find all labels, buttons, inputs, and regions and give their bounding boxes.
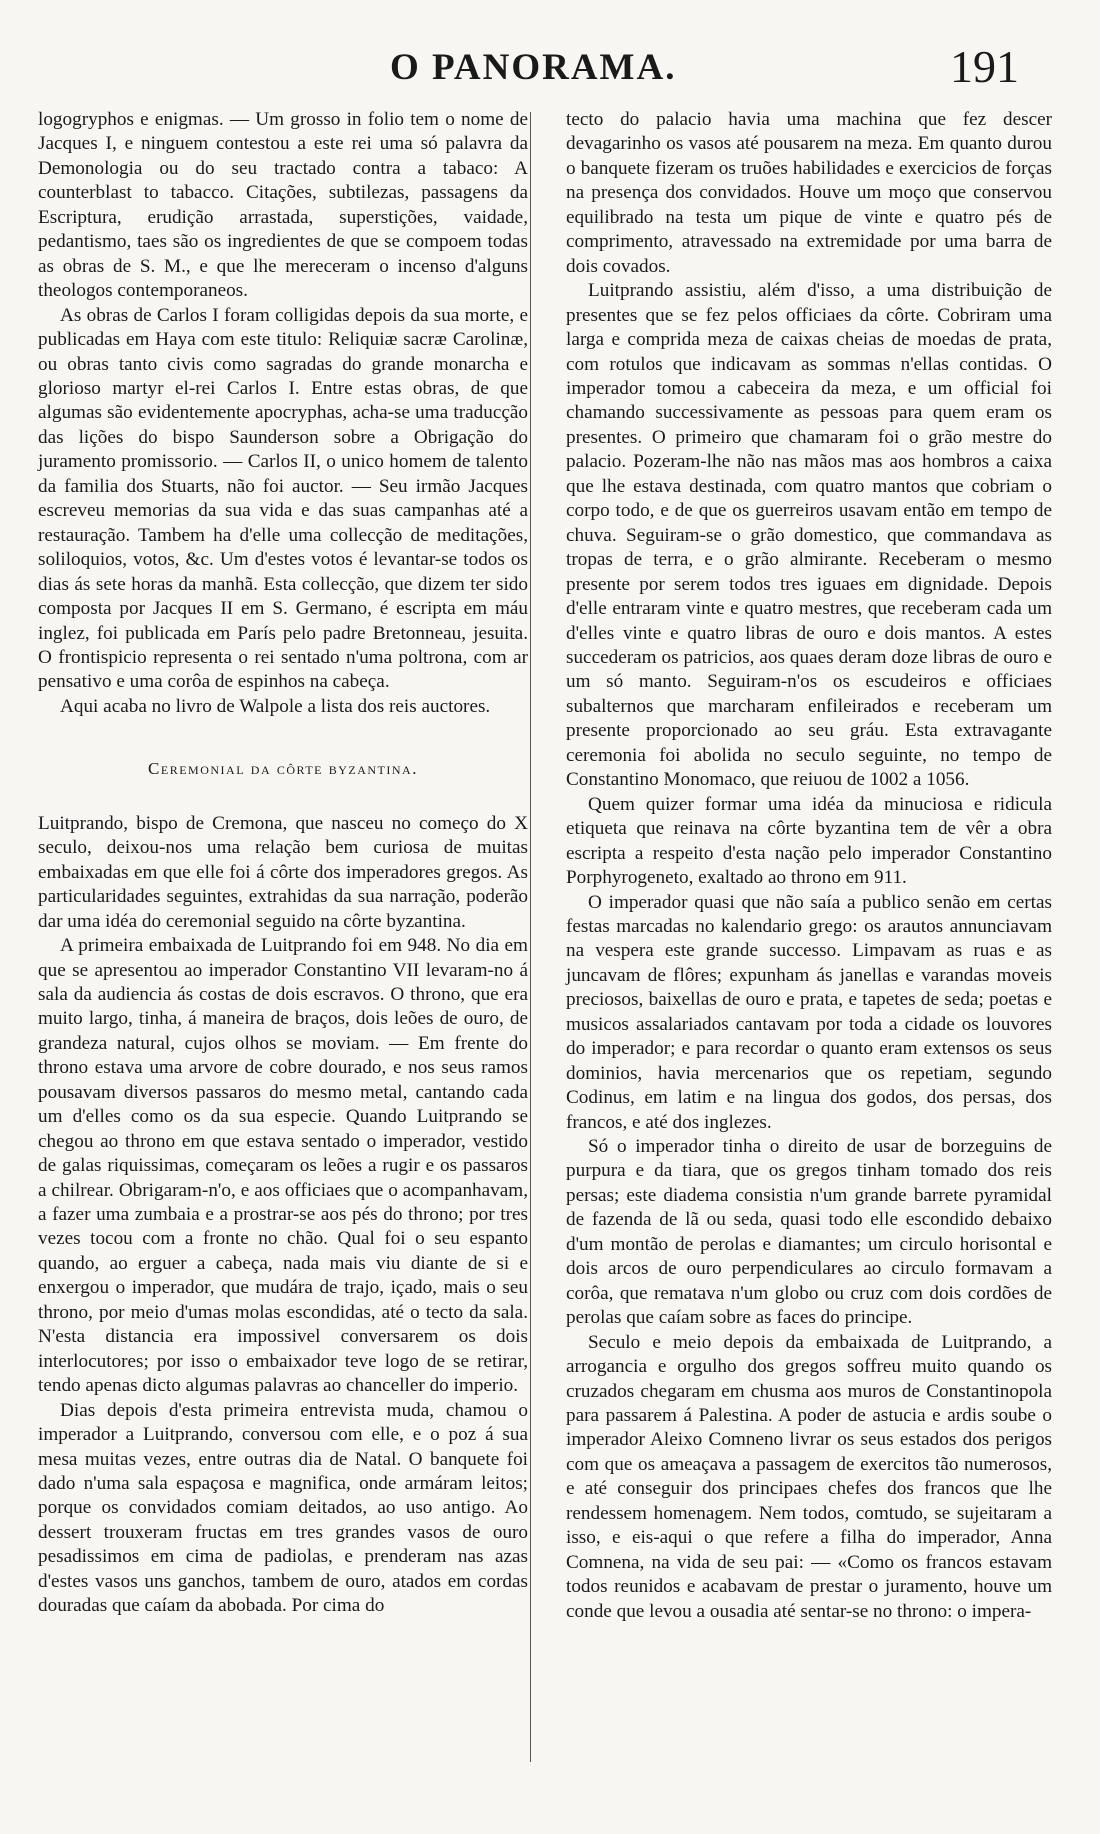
column-divider bbox=[530, 112, 531, 1762]
left-column bbox=[38, 108, 528, 1619]
section-heading: Ceremonial da côrte byzantina. bbox=[148, 759, 418, 779]
page-header bbox=[0, 40, 1100, 100]
paragraph: As obras de Carlos I foram colligidas depois da sua morte, e publicadas em Haya com este titulo: Reliquiæ sacræ Carolinæ, ou obras tanto civis como sagradas do grande monarcha e glorioso martyr el-rei Carlos I. Entre estas obras, de que algumas são evidentemente apocryphas, acha-se uma traducção das lições do bispo Saunderson sobre a Obrigação do juramento promissorio. — Carlos II, o unico homem de talento da familia dos Stuarts, não foi auctor. — Seu irmão Jacques escreveu memorias da sua vida e das suas campanhas até a restauração. Tambem ha d'elle uma collecção de meditações, soliloquios, votos, &c. Um d'estes votos é levantar-se todos os dias ás sete horas da manhã. Esta collecção, que dizem ter sido composta por Jacques II em S. Germano, é escripta em máu inglez, foi publicada em París pelo padre Bretonneau, jesuita. O frontispicio representa o rei sentado n'uma poltrona, com ar pensativo e uma corôa de espinhos na cabeça. bbox=[38, 304, 528, 693]
paragraph: logogryphos e enigmas. — Um grosso in folio tem o nome de Jacques I, e ninguem contestou a este rei uma só palavra da Demonologia ou do seu tractado contra a tabaco: A counterblast to tabacco. Citações, subtilezas, passagens da Escriptura, erudição arrastada, superstições, vaidade, pedantismo, taes são os ingredientes de que se compoem todas as obras de S. M., e que lhe mereceram o incenso d'alguns theologos contemporaneos. bbox=[38, 109, 528, 302]
page-title: O PANORAMA. bbox=[390, 47, 677, 88]
paragraph: Dias depois d'esta primeira entrevista muda, chamou o imperador a Luitprando, conversou com elle, e o poz á sua mesa muitas vezes, entre outras dia de Natal. O banquete foi dado n'uma sala espaçosa e magnifica, onde armáram leitos; porque os convidados comiam deitados, ao uso antigo. Ao dessert trouxeram fructas em tres grandes vasos de ouro pesadissimos em cima de padiolas, e prenderam nas azas d'estes vasos uns ganchos, tambem de ouro, atados em cordas douradas que caíam da abobada. Por cima do bbox=[38, 1399, 528, 1617]
paragraph: Quem quizer formar uma idéa da minuciosa e ridicula etiqueta que reinava na côrte byzantina tem de vêr a obra escripta a respeito d'esta nação pelo imperador Constantino Porphyrogeneto, exaltado ao throno em 911. bbox=[566, 793, 1052, 889]
paragraph: Luitprando assistiu, além d'isso, a uma distribuição de presentes que se fez pelos officiaes da côrte. Cobriram uma larga e comprida meza de caixas cheias de moedas de prata, com rotulos que indicavam as sommas n'ellas contidas. O imperador tomou a cabeceira da meza, e um official foi chamando successivamente as pessoas para quem eram os presentes. O primeiro que chamaram foi o grão mestre do palacio. Pozeram-lhe não nas mãos mas aos hombros a caixa que lhe estava destinada, com quatro mantos que cobriam o corpo todo, e de que os guerreiros usavam então em tempo de chuva. Seguiram-se o grão domestico, que commandava as tropas de terra, e o grão almirante. Receberam o mesmo presente por serem todos tres iguaes em dignidade. Depois d'elle entraram vinte e quatro mestres, que receberam cada um d'elles vinte e quatro libras de ouro e dois mantos. A estes succederam os patricios, aos quaes deram doze libras de ouro e um só manto. Seguiram-n'os os escudeiros e officiaes subalternos que marcharam enfileirados e receberam um presente proporcionado ao seu gráu. Esta extravagante ceremonia foi abolida no seculo seguinte, no tempo de Constantino Monomaco, que reiuou de 1002 a 1056. bbox=[566, 280, 1052, 791]
paragraph: Só o imperador tinha o direito de usar de borzeguins de purpura e da tiara, que os gregos tinham tomado dos reis persas; este diadema consistia n'um grande barrete pyramidal de fazenda de lã ou seda, quasi todo elle escondido debaixo d'um montão de perolas e diamantes; um circulo horisontal e dois arcos de ouro perpendiculares ao circulo formavam a corôa, que rematava n'um globo ou cruz com dois cordões de perolas que caíam sobre as faces do principe. bbox=[566, 1136, 1052, 1329]
page-number: 191 bbox=[950, 41, 1019, 92]
paragraph: tecto do palacio havia uma machina que fez descer devagarinho os vasos até pousarem na meza. Em quanto durou o banquete fizeram os truões habilidades e exercicios de forças na presença dos convidados. Houve um moço que conservou equilibrado na testa um pique de vinte e quatro pés de comprimento, atravessado na extremidade por uma barra de dois covados. bbox=[566, 109, 1052, 277]
paragraph: Seculo e meio depois da embaixada de Luitprando, a arrogancia e orgulho dos gregos soffreu muito quando os cruzados chegaram em chusma aos muros de Constantinopola para passarem á Palestina. A poder de astucia e ardis soube o imperador Aleixo Comneno livrar os seus estados dos perigos com que os ameaçava a passagem de exercitos tão numerosos, e até conseguir dos principaes chefes dos francos que lhe rendessem homenagem. Nem todos, comtudo, se sujeitaram a isso, e eis-aqui o que refere a filha do imperador, Anna Comnena, na vida de seu pai: — «Como os francos estavam todos reunidos e acabavam de prestar o juramento, houve um conde que levou a ousadia até sentar-se no throno: o impera- bbox=[566, 1331, 1052, 1622]
paragraph: O imperador quasi que não saía a publico senão em certas festas marcadas no kalendario grego: os arautos annunciavam na vespera este grande successo. Limpavam as ruas e as juncavam de flôres; expunham ás janellas e varandas moveis preciosos, baixellas de ouro e prata, e tapetes de seda; poetas e musicos assalariados cantavam por toda a cidade os louvores do imperador; e para recordar o quanto eram extensos os seus dominios, havia mercenarios que os repetiam, segundo Codinus, em latim e na lingua dos godos, dos persas, dos francos, e até dos inglezes. bbox=[566, 891, 1052, 1133]
right-column bbox=[566, 108, 1052, 1624]
paragraph: A primeira embaixada de Luitprando foi em 948. No dia em que se apresentou ao imperador Constantino VII levaram-no á sala da audiencia ás costas de dois escravos. O throno, que era muito largo, tinha, á maneira de braços, dois leões de ouro, de grandeza natural, cujos olhos se moviam. — Em frente do throno estava uma arvore de cobre dourado, e nos seus ramos pousavam diversos passaros do mesmo metal, cantando cada um d'elles como os da sua especie. Quando Luitprando se chegou ao throno em que estava sentado o imperador, vestido de galas riquissimas, começaram os leões a rugir e os passaros a chilrear. Obrigaram-n'o, e aos officiaes que o acompanhavam, a fazer uma zumbaia e a prostrar-se aos pés do throno; por tres vezes tocou com a fronte no chão. Qual foi o seu espanto quando, ao erguer a cabeça, nada mais viu diante de si e enxergou o imperador, que mudára de trajo, içado, mais o seu throno, por meio d'umas molas escondidas, até o tecto da sala. N'esta distancia era impossivel conversarem os dois interlocutores; por isso o embaixador teve logo de se retirar, tendo apenas dicto algumas palavras ao chanceller do imperio. bbox=[38, 935, 528, 1397]
paragraph: Aqui acaba no livro de Walpole a lista dos reis auctores. bbox=[60, 695, 491, 717]
paragraph: Luitprando, bispo de Cremona, que nasceu no começo do X seculo, deixou-nos uma relação bem curiosa de muitas embaixadas em que elle foi á côrte dos imperadores gregos. As particularidades seguintes, extrahidas da sua narração, poderão dar uma idéa do ceremonial seguido na côrte byzantina. bbox=[38, 812, 528, 932]
